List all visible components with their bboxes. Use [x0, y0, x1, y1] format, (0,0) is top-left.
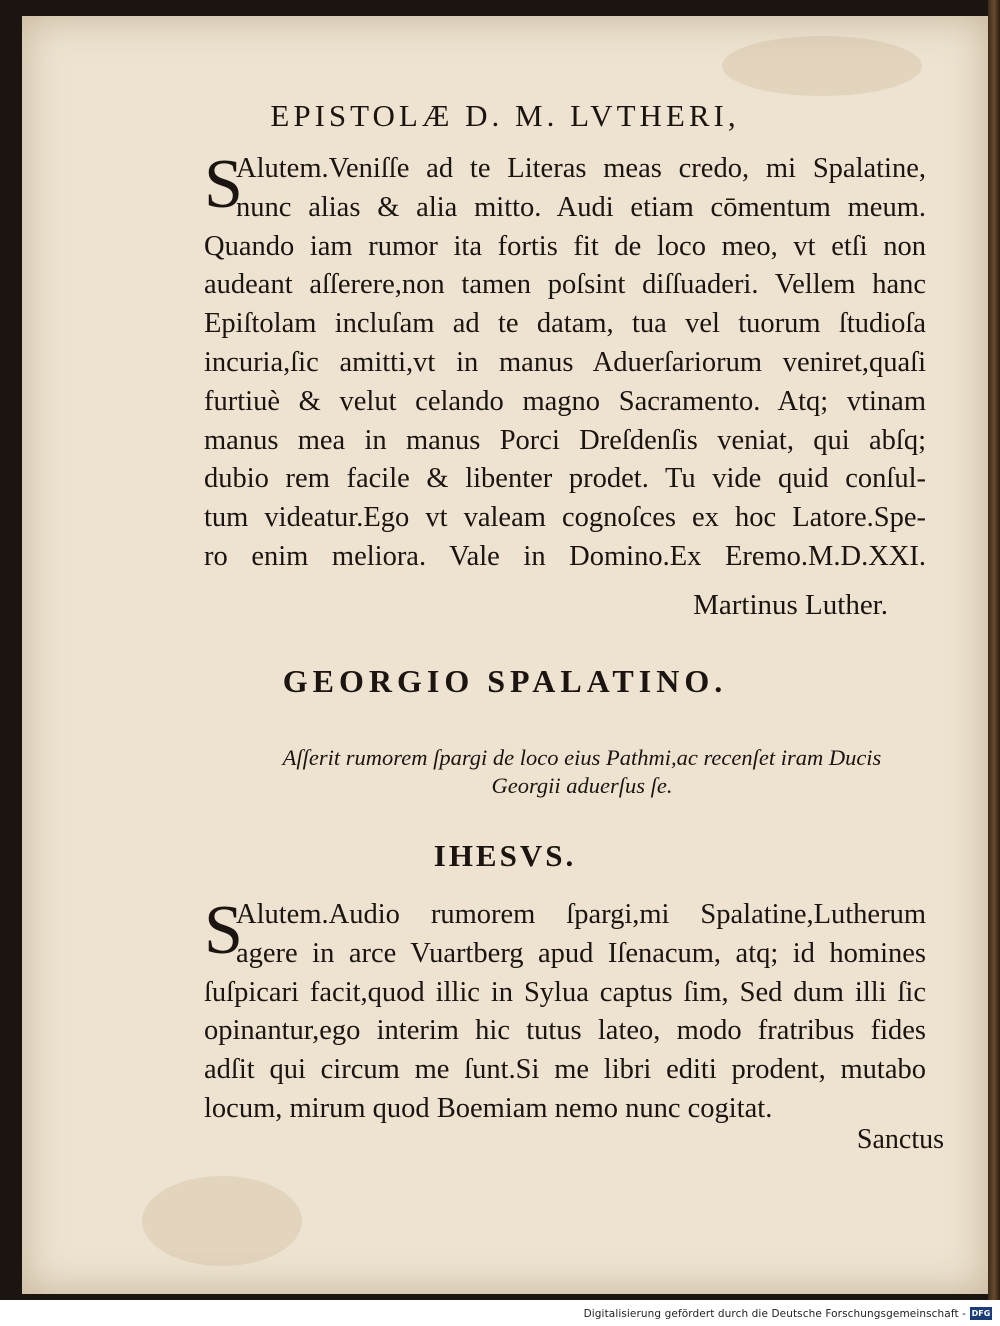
- catchword: Sanctus: [856, 1124, 944, 1155]
- text-line: ſuſpicari facit,quod illic in Sylua captus ſim, Sed dum illi ſic: [204, 976, 926, 1008]
- paper-stain: [722, 36, 922, 96]
- text-line: agere in arce Vuartberg apud Iſenacum, atq; id homines: [236, 937, 926, 969]
- text-line: nunc alias & alia mitto. Audi etiam cōmentum meum.: [236, 191, 926, 223]
- letter-summary: [232, 744, 932, 800]
- recipient-heading: GEORGIO SPALATINO.: [282, 663, 728, 699]
- drop-cap: S: [204, 146, 243, 223]
- text-line: dubio rem facile & libenter prodet. Tu vide quid conſul-: [204, 463, 926, 495]
- letter-1-body: [204, 146, 926, 577]
- text-line: audeant aſſerere,non tamen poſsint diſſuaderi. Vellem hanc: [204, 269, 926, 301]
- letter-2-body: [204, 892, 926, 1129]
- signature: Martinus Luther.: [693, 589, 888, 621]
- summary-line: Georgii aduerſus ſe.: [491, 773, 673, 798]
- text-line: tum videatur.Ego vt valeam cognoſces ex hoc Latore.Spe-: [204, 502, 926, 534]
- running-heading: EPISTOLÆ D. M. LVTHERI,: [270, 98, 740, 133]
- text-line: locum, mirum quod Boemiam nemo nunc cogitat.: [204, 1092, 773, 1124]
- text-line: Quando iam rumor ita fortis fit de loco meo, vt etſi non: [204, 230, 926, 262]
- book-edge: [988, 0, 1000, 1300]
- text-line: incuria,ſic amitti,vt in manus Aduerſariorum veniret,quaſi: [204, 346, 926, 378]
- paper-stain: [142, 1176, 302, 1266]
- text-line: opinantur,ego interim hic tutus lateo, modo fratribus fides: [204, 1015, 926, 1047]
- drop-cap: S: [204, 892, 243, 969]
- book-page: [22, 16, 988, 1294]
- dfg-logo[interactable]: DFG: [971, 1309, 991, 1318]
- footer-credit: Digitalisierung gefördert durch die Deutsche Forschungsgemeinschaft -: [583, 1308, 966, 1320]
- invocation: IHESVS.: [433, 838, 577, 873]
- text-line: manus mea in manus Porci Dreſdenſis veniat, qui abſq;: [204, 424, 926, 456]
- text-line: ro enim meliora. Vale in Domino.Ex Eremo.M.D.XXI.: [204, 540, 926, 572]
- text-line: Alutem.Audio rumorem ſpargi,mi Spalatine,Lutherum: [236, 899, 926, 930]
- text-line: Epiſtolam incluſam ad te datam, tua vel tuorum ſtudioſa: [204, 308, 926, 340]
- summary-line: Aſſerit rumorem ſpargi de loco eius Pathmi,ac recenſet iram Ducis: [282, 745, 882, 770]
- text-line: Alutem.Veniſſe ad te Literas meas credo, mi Spalatine,: [236, 153, 926, 184]
- text-line: adſit qui circum me ſunt.Si me libri editi prodent, mutabo: [204, 1054, 926, 1086]
- text-line: furtiuè & velut celando magno Sacramento. Atq; vtinam: [204, 385, 926, 417]
